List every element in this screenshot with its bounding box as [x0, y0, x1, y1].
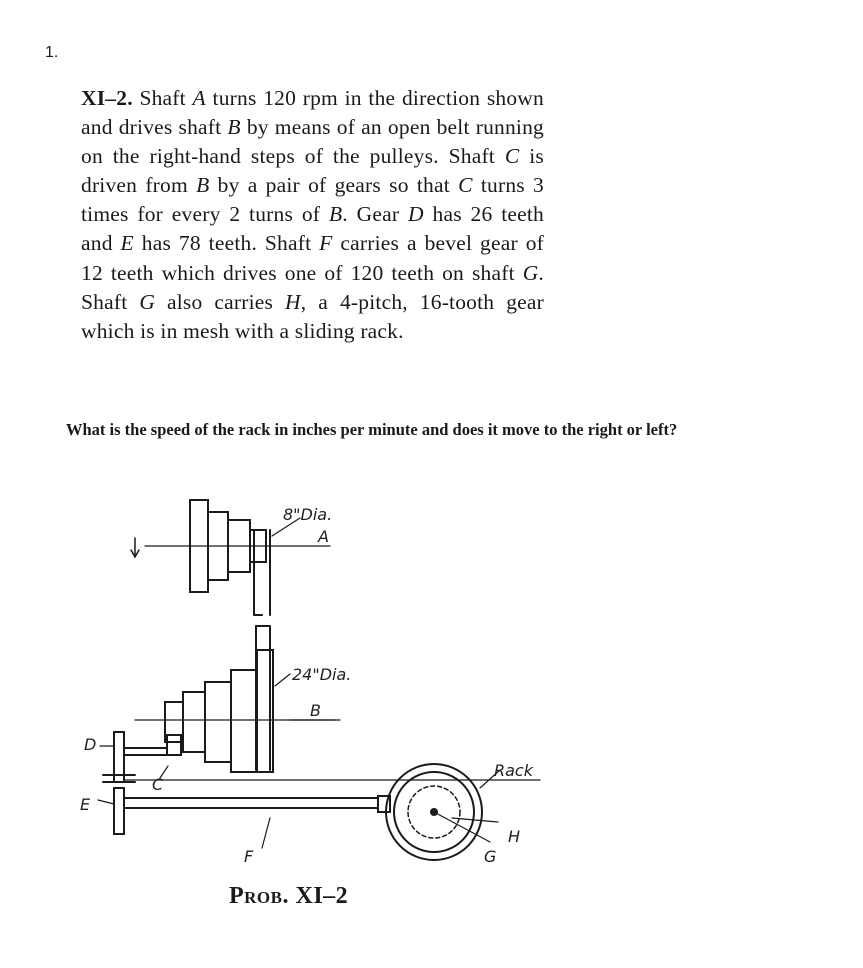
pulley-b-step-2	[183, 692, 205, 752]
text-run: Shaft	[132, 86, 193, 110]
variable-letter: E	[120, 231, 134, 256]
text-run: also carries	[155, 289, 286, 314]
text-run: by a pair of gears so that	[209, 173, 459, 198]
label-a-diameter: 8"Dia.	[283, 505, 333, 524]
text-run: . Shaft	[81, 260, 544, 314]
variable-letter: B	[328, 202, 343, 227]
variable-letter: G	[139, 289, 156, 314]
label-a: A	[318, 527, 329, 546]
label-e: E	[80, 795, 91, 814]
label-b-diameter: 24"Dia.	[292, 665, 352, 684]
variable-letter: D	[407, 202, 424, 227]
text-run: is driven from	[81, 144, 544, 198]
problem-body	[81, 86, 544, 343]
text-run: , a 4-pitch, 16-tooth gear which is in mesh with a sliding rack.	[81, 289, 544, 343]
text-run: has 26 teeth and	[81, 202, 544, 256]
caption-number: XI–2	[295, 883, 349, 909]
figure-caption	[229, 883, 348, 910]
text-run: has 78 teeth. Shaft	[133, 231, 320, 256]
text-run: by means of an open belt running on the right-hand steps of the pulleys. Shaft	[81, 115, 544, 169]
pulley-b-step-4	[231, 670, 257, 772]
leader-e	[98, 800, 114, 804]
label-g: G	[484, 847, 497, 866]
label-c: C	[152, 775, 164, 794]
problem-text	[81, 84, 544, 346]
mechanism-diagram	[0, 470, 863, 880]
label-f: F	[244, 847, 254, 866]
label-h: H	[508, 827, 521, 846]
variable-letter: F	[319, 231, 333, 256]
variable-letter: B	[227, 115, 241, 140]
leader-f	[262, 818, 270, 848]
caption-prefix: Prob.	[229, 883, 289, 909]
text-run: carries a bevel gear of 12 teeth which drives one of 120 teeth on shaft	[81, 231, 544, 285]
gear-c-hub	[167, 735, 181, 755]
variable-letter: B	[196, 173, 210, 198]
problem-label: XI–2.	[81, 86, 133, 110]
pulley-b-step-3	[205, 682, 231, 762]
text-run: . Gear	[342, 202, 408, 227]
label-d: D	[84, 735, 97, 754]
question-number: 1.	[45, 44, 59, 61]
label-b: B	[310, 701, 321, 720]
gear-e	[114, 788, 124, 834]
variable-letter: A	[192, 86, 206, 110]
variable-letter: H	[285, 289, 301, 314]
text-run: turns 3 times for every 2 turns of	[81, 173, 544, 227]
variable-letter: C	[458, 173, 473, 198]
leader-b	[275, 674, 290, 686]
text-run: turns 120 rpm in the direction shown and drives shaft	[81, 86, 544, 140]
label-rack: Rack	[494, 761, 533, 780]
question-text: What is the speed of the rack in inches per minute and does it move to the right or left?	[66, 420, 678, 439]
variable-letter: C	[504, 144, 520, 169]
variable-letter: G	[522, 260, 539, 285]
